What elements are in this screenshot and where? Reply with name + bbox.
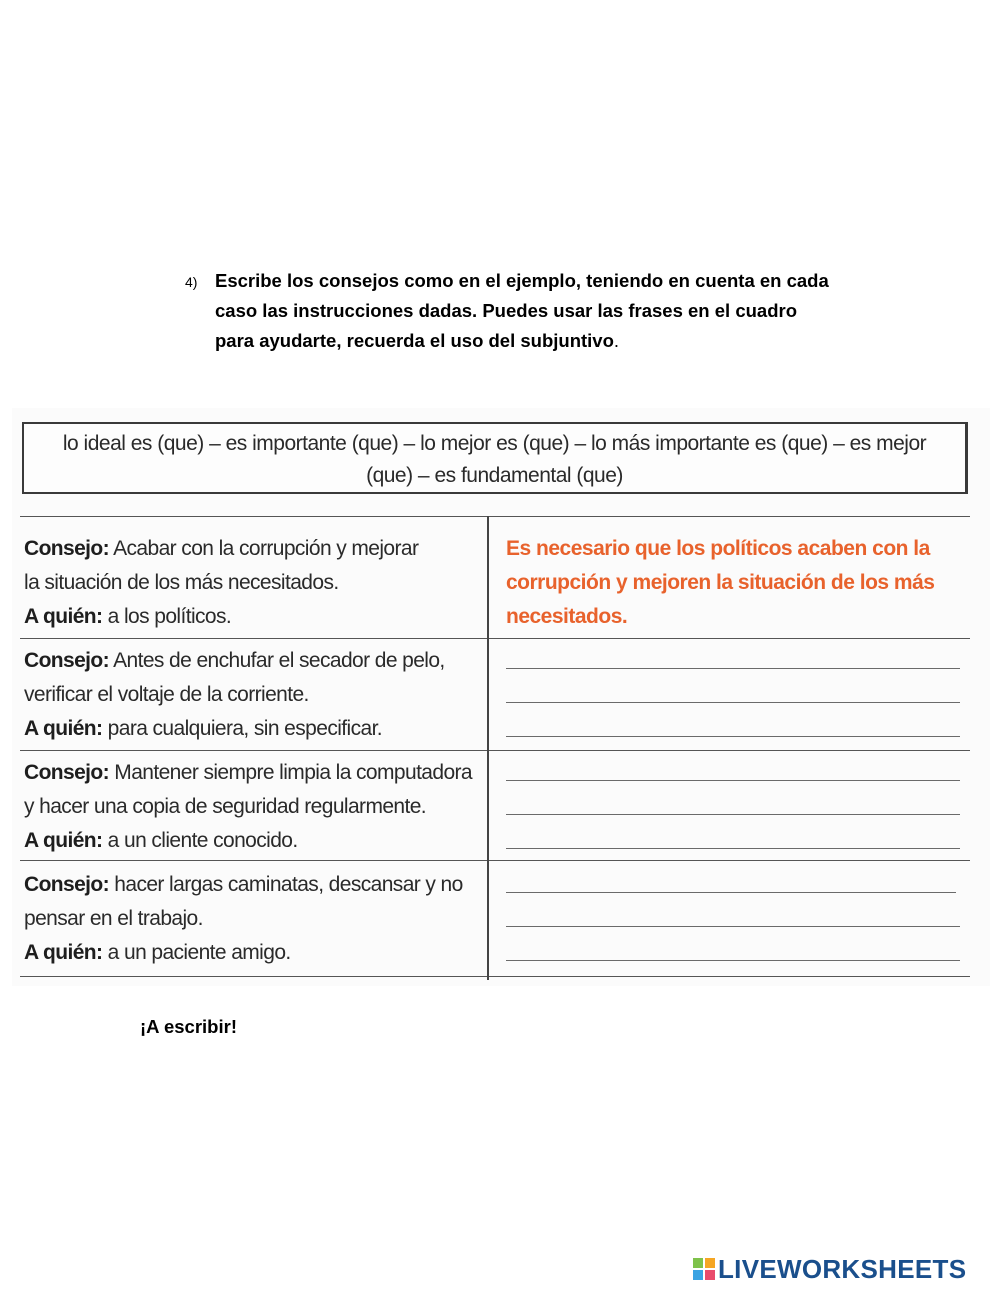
- liveworksheets-logo: [693, 1254, 966, 1284]
- table-top-line: [20, 516, 970, 517]
- example-answer: Es necesario que los políticos acaben con la corrupción y mejoren la situación de los más necesitados.: [506, 537, 935, 628]
- answer-line[interactable]: [506, 668, 960, 669]
- answer-line[interactable]: [506, 702, 960, 703]
- table-bottom-line: [20, 976, 970, 977]
- logo-icon: [693, 1258, 715, 1280]
- answer-line[interactable]: [506, 814, 960, 815]
- answer-line[interactable]: [506, 960, 960, 961]
- exercise-table-image: [12, 408, 990, 986]
- phrase-line-1: lo ideal es (que) – es importante (que) – lo mejor es (que) – lo más importante es (que) – es mejor: [62, 432, 927, 455]
- answer-line[interactable]: [506, 926, 960, 927]
- phrase-box: [22, 422, 968, 494]
- row-divider: [20, 750, 970, 751]
- answer-line[interactable]: [506, 848, 960, 849]
- table-row: Consejo: hacer largas caminatas, descansar y no pensar en el trabajo. A quién: a un paciente amigo.: [24, 873, 463, 964]
- exercise-number: 4): [185, 274, 198, 290]
- column-divider: [487, 516, 489, 980]
- answer-line[interactable]: [506, 780, 960, 781]
- row-divider: [20, 860, 970, 861]
- instruction-text: Escribe los consejos como en el ejemplo, teniendo en cuenta en cada caso las instrucciones dadas. Puedes usar las frases en el cuadro para ayudarte, recuerda el uso del subjuntivo.: [215, 270, 829, 351]
- table-row: Consejo: Mantener siempre limpia la computadora y hacer una copia de seguridad regularmente. A quién: a un cliente conocido.: [24, 761, 473, 852]
- table-row: Consejo: Antes de enchufar el secador de pelo, verificar el voltaje de la corriente. A quién: para cualquiera, sin especificar.: [24, 649, 445, 740]
- table-row: Consejo: Acabar con la corrupción y mejorar la situación de los más necesitados. A quién: a los políticos.: [24, 537, 419, 628]
- closing-prompt: ¡A escribir!: [140, 1016, 237, 1037]
- brand-name: LIVEWORKSHEETS: [718, 1253, 967, 1284]
- answer-line[interactable]: [506, 892, 956, 893]
- row-divider: [20, 638, 970, 639]
- answer-line[interactable]: [506, 736, 960, 737]
- phrase-line-2: (que) – es fundamental (que): [366, 464, 623, 487]
